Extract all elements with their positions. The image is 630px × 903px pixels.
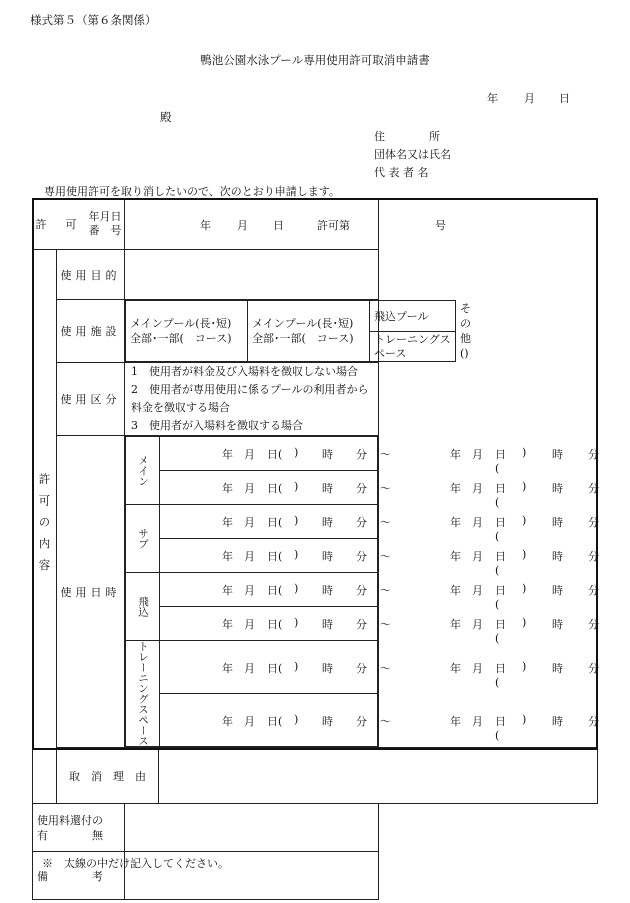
datetime-year-label: 年 xyxy=(222,661,233,675)
datetime-end-day-label: 日( xyxy=(495,482,506,509)
refund-field[interactable] xyxy=(125,804,379,852)
datetime-paren-close-label: ) xyxy=(294,712,299,726)
datetime-group-label-text: サブ xyxy=(137,528,149,549)
datetime-tilde-label: ～ xyxy=(380,448,391,461)
datetime-row[interactable] xyxy=(160,437,599,475)
datetime-year-label: 年 xyxy=(222,482,233,495)
datetime-tilde-label: ～ xyxy=(380,482,391,495)
category-label: 使用区分 xyxy=(57,363,125,436)
permit-date-sublabel: 年月日 xyxy=(88,210,122,223)
permit-label-cell xyxy=(33,199,125,250)
purpose-label: 使用目的 xyxy=(57,250,125,300)
datetime-tilde-label: ～ xyxy=(380,618,391,631)
date-year-label: 年 xyxy=(487,92,498,105)
datetime-minute-label: 分 xyxy=(356,482,367,495)
datetime-day-label: 日( xyxy=(267,618,283,631)
datetime-end-day-label: 日( xyxy=(495,618,506,645)
permit-month-label: 月 xyxy=(237,219,248,232)
datetime-end-month-label: 月 xyxy=(472,448,483,461)
addressee-suffix: 殿 xyxy=(160,110,172,124)
facility-main-pool-option-1[interactable]: メインプール(長･短) 全部･一部( コース) xyxy=(126,301,248,362)
datetime-end-year-label: 年 xyxy=(450,448,461,461)
datetime-group-label xyxy=(126,437,160,505)
datetime-end-day-label: 日( xyxy=(495,714,506,742)
datetime-label: 使用日時 xyxy=(57,436,125,748)
datetime-end-minute-label: 分 xyxy=(588,584,599,597)
datetime-end-paren-close-label: ) xyxy=(522,548,527,561)
applicant-representative-label: 代 表 者 名 xyxy=(374,166,429,179)
datetime-tilde-label: ～ xyxy=(380,550,391,563)
datetime-day-label: 日( xyxy=(267,661,283,675)
datetime-hour-label: 時 xyxy=(322,516,333,529)
datetime-end-hour-label: 時 xyxy=(552,448,563,461)
datetime-tilde-label: ～ xyxy=(380,516,391,529)
datetime-group-label-text: トレーニングスペース xyxy=(137,641,149,746)
datetime-day-label: 日( xyxy=(267,516,283,529)
facility-training-space-option[interactable]: トレーニングスペース xyxy=(370,332,456,362)
remarks-label: 備 考 xyxy=(33,852,125,900)
facility-label: 使用施設 xyxy=(57,300,125,363)
datetime-row[interactable] xyxy=(160,539,599,577)
datetime-hour-label: 時 xyxy=(322,448,333,461)
datetime-end-month-label: 月 xyxy=(472,661,483,675)
datetime-end-year-label: 年 xyxy=(450,516,461,529)
category-option-3[interactable]: 3 使用者が入場料を徴収する場合 xyxy=(131,419,303,432)
datetime-year-label: 年 xyxy=(222,550,233,563)
datetime-end-hour-label: 時 xyxy=(552,714,563,728)
datetime-end-month-label: 月 xyxy=(472,584,483,597)
footnote: ※ 太線の中だけ記入してください。 xyxy=(42,857,229,870)
facility-main-pool-option-2[interactable]: メインプール(長･短) 全部･一部( コース) xyxy=(248,301,370,362)
datetime-end-hour-label: 時 xyxy=(552,584,563,597)
content-label: 許可の内容 xyxy=(37,472,52,581)
datetime-group-label xyxy=(126,573,160,641)
datetime-row[interactable] xyxy=(160,573,599,611)
datetime-end-paren-close-label: ) xyxy=(522,480,527,493)
datetime-month-label: 月 xyxy=(244,618,255,631)
datetime-year-label: 年 xyxy=(222,448,233,461)
datetime-day-label: 日( xyxy=(267,714,283,728)
datetime-end-minute-label: 分 xyxy=(588,618,599,631)
datetime-end-minute-label: 分 xyxy=(588,482,599,495)
applicant-address-label: 住 所 xyxy=(374,130,440,143)
datetime-end-year-label: 年 xyxy=(450,482,461,495)
refund-label-cell xyxy=(33,804,125,852)
datetime-end-year-label: 年 xyxy=(450,584,461,597)
date-day-label: 日 xyxy=(559,92,570,105)
datetime-end-hour-label: 時 xyxy=(552,550,563,563)
datetime-month-label: 月 xyxy=(244,516,255,529)
datetime-row[interactable] xyxy=(160,607,599,645)
datetime-hour-label: 時 xyxy=(322,618,333,631)
datetime-month-label: 月 xyxy=(244,661,255,675)
datetime-paren-close-label: ) xyxy=(294,659,299,673)
datetime-hour-label: 時 xyxy=(322,482,333,495)
datetime-end-year-label: 年 xyxy=(450,661,461,675)
permit-number-suffix: 号 xyxy=(435,219,446,232)
datetime-month-label: 月 xyxy=(244,550,255,563)
datetime-end-paren-close-label: ) xyxy=(522,514,527,527)
permit-number-sublabel: 番 号 xyxy=(88,224,122,237)
datetime-minute-label: 分 xyxy=(356,661,367,675)
datetime-group-label-text: メイン xyxy=(137,454,149,487)
datetime-row[interactable] xyxy=(160,471,599,509)
permit-label: 許 可 xyxy=(35,218,81,231)
datetime-tilde-label: ～ xyxy=(380,661,391,675)
datetime-hour-label: 時 xyxy=(322,714,333,728)
datetime-end-year-label: 年 xyxy=(450,550,461,563)
datetime-group-label-text: 飛込 xyxy=(137,596,149,617)
datetime-year-label: 年 xyxy=(222,516,233,529)
datetime-end-month-label: 月 xyxy=(472,550,483,563)
datetime-end-paren-close-label: ) xyxy=(522,582,527,595)
category-option-1[interactable]: 1 使用者が料金及び入場料を徴収しない場合 xyxy=(131,365,358,378)
datetime-paren-close-label: ) xyxy=(294,548,299,561)
category-option-2[interactable]: 2 使用者が専用使用に係るプールの利用者から料金を徴収する場合 xyxy=(131,383,369,414)
datetime-end-paren-close-label: ) xyxy=(522,659,527,673)
date-month-label: 月 xyxy=(524,92,535,105)
datetime-month-label: 月 xyxy=(244,714,255,728)
datetime-end-paren-close-label: ) xyxy=(522,446,527,459)
applicant-org-label: 団体名又は氏名 xyxy=(374,148,451,161)
datetime-end-hour-label: 時 xyxy=(552,482,563,495)
datetime-year-label: 年 xyxy=(222,714,233,728)
datetime-paren-close-label: ) xyxy=(294,616,299,629)
refund-label-line2: 有 無 xyxy=(37,828,103,842)
datetime-day-label: 日( xyxy=(267,482,283,495)
datetime-minute-label: 分 xyxy=(356,714,367,728)
datetime-tilde-label: ～ xyxy=(380,714,391,728)
datetime-hour-label: 時 xyxy=(322,584,333,597)
datetime-end-month-label: 月 xyxy=(472,714,483,728)
datetime-row[interactable] xyxy=(160,694,599,747)
datetime-paren-close-label: ) xyxy=(294,514,299,527)
cancel-reason-label: 取 消 理 由 xyxy=(57,748,159,804)
datetime-end-day-label: 日( xyxy=(495,661,506,689)
datetime-tilde-label: ～ xyxy=(380,584,391,597)
datetime-end-year-label: 年 xyxy=(450,714,461,728)
datetime-row[interactable] xyxy=(160,641,599,694)
facility-options-cell: メインプール(長･短) 全部･一部( コース) メインプール(長･短) 全部･一部( コース) 飛込プール その他 ( ) トレーニングスペース xyxy=(125,300,379,363)
application-form-table xyxy=(32,198,598,900)
datetime-end-minute-label: 分 xyxy=(588,550,599,563)
datetime-end-hour-label: 時 xyxy=(552,516,563,529)
datetime-end-paren-close-label: ) xyxy=(522,712,527,726)
purpose-field[interactable] xyxy=(125,250,379,300)
datetime-minute-label: 分 xyxy=(356,550,367,563)
datetime-minute-label: 分 xyxy=(356,618,367,631)
datetime-end-month-label: 月 xyxy=(472,516,483,529)
datetime-end-paren-close-label: ) xyxy=(522,616,527,629)
refund-label-line1: 使用料還付の xyxy=(37,813,103,827)
cancel-reason-field[interactable] xyxy=(159,748,598,804)
datetime-minute-label: 分 xyxy=(356,516,367,529)
datetime-month-label: 月 xyxy=(244,448,255,461)
datetime-end-year-label: 年 xyxy=(450,618,461,631)
datetime-end-hour-label: 時 xyxy=(552,661,563,675)
datetime-paren-close-label: ) xyxy=(294,582,299,595)
category-options-cell xyxy=(125,363,379,436)
datetime-end-hour-label: 時 xyxy=(552,618,563,631)
datetime-minute-label: 分 xyxy=(356,448,367,461)
datetime-end-month-label: 月 xyxy=(472,482,483,495)
datetime-hour-label: 時 xyxy=(322,661,333,675)
datetime-end-minute-label: 分 xyxy=(588,714,599,728)
permit-value-cell[interactable] xyxy=(125,199,446,250)
datetime-end-month-label: 月 xyxy=(472,618,483,631)
datetime-row[interactable] xyxy=(160,505,599,543)
datetime-end-day-label: 日( xyxy=(495,448,506,475)
permit-year-label: 年 xyxy=(200,219,211,232)
datetime-minute-label: 分 xyxy=(356,584,367,597)
datetime-paren-close-label: ) xyxy=(294,480,299,493)
datetime-end-day-label: 日( xyxy=(495,516,506,543)
datetime-day-label: 日( xyxy=(267,448,283,461)
intro-text: 専用使用許可を取り消したいので、次のとおり申請します。 xyxy=(44,185,340,198)
form-number-label: 様式第５（第６条関係） xyxy=(30,13,157,27)
document-title: 鴨池公園水泳プール専用使用許可取消申請書 xyxy=(200,53,430,67)
facility-diving-pool-option[interactable]: 飛込プール xyxy=(370,301,456,332)
content-label-cell xyxy=(33,250,57,804)
datetime-end-minute-label: 分 xyxy=(588,448,599,461)
datetime-year-label: 年 xyxy=(222,618,233,631)
datetime-month-label: 月 xyxy=(244,482,255,495)
permit-day-label: 日 xyxy=(273,219,284,232)
datetime-end-day-label: 日( xyxy=(495,550,506,577)
datetime-paren-close-label: ) xyxy=(294,446,299,459)
datetime-end-day-label: 日( xyxy=(495,584,506,611)
datetime-end-minute-label: 分 xyxy=(588,516,599,529)
datetime-year-label: 年 xyxy=(222,584,233,597)
permit-number-prefix: 許可第 xyxy=(317,219,350,232)
datetime-group-label xyxy=(126,641,160,747)
datetime-end-minute-label: 分 xyxy=(588,661,599,675)
datetime-group-label xyxy=(126,505,160,573)
datetime-day-label: 日( xyxy=(267,550,283,563)
datetime-hour-label: 時 xyxy=(322,550,333,563)
datetime-grid-cell xyxy=(125,436,599,748)
datetime-month-label: 月 xyxy=(244,584,255,597)
datetime-day-label: 日( xyxy=(267,584,283,597)
